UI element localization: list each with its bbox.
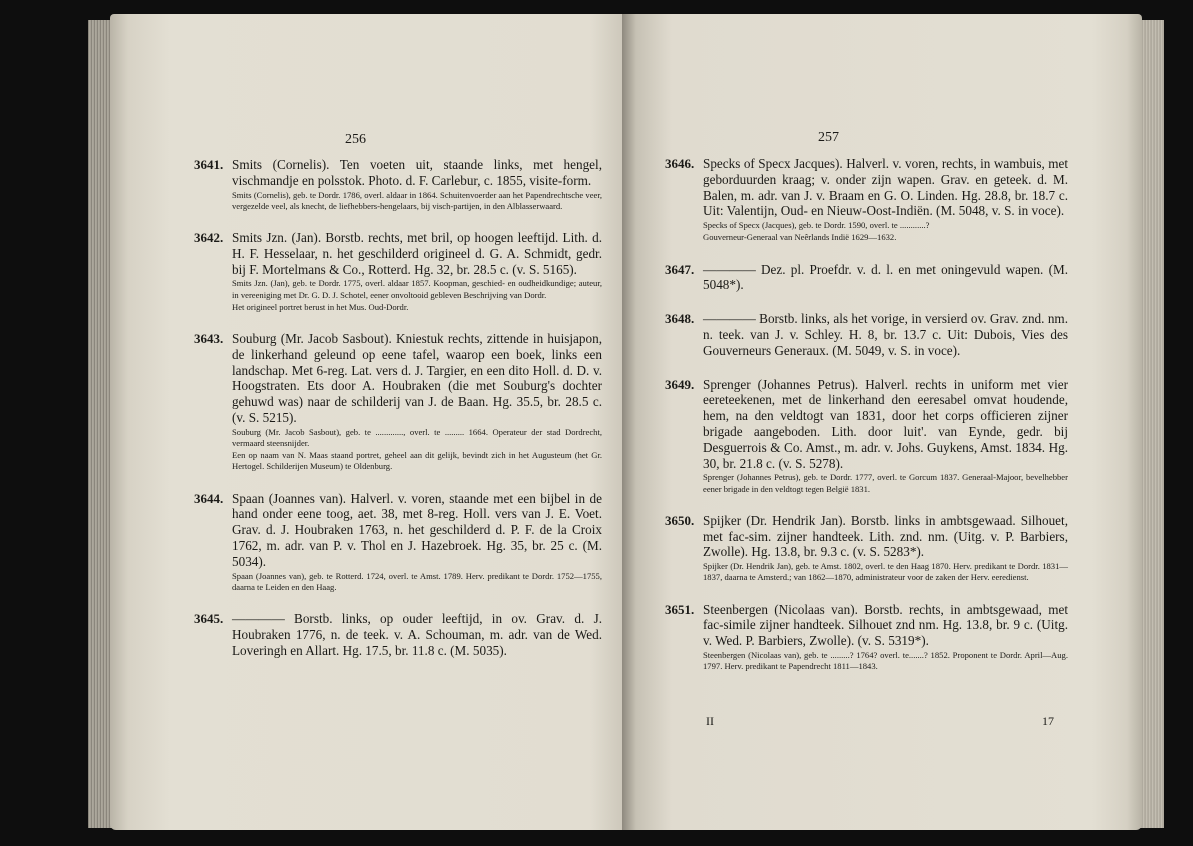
entry-text: Sprenger (Johannes Petrus). Halverl. rechts in uniform met vier eereteekenen, met de linkerhand den eeresabel omvat houdende, hem, na den veldtogt van 1831, door het corps officieren zijner brigade aangeboden. Lith. door luit'. van Eynde, gedr. bij Desguerrois & Co. Amst., m. adr. v. Johs. Guykens, Amst. 1834. Hg. 30, br. 21.8 c. (v. S. 5278). xyxy=(703,376,1068,471)
entry-text: Specks of Specx Jacques). Halverl. v. voren, rechts, in wambuis, met geborduurden kraag; v. onder zijn wapen. Grav. en geteek. d. M. Balen, m. adr. van J. v. Braam en G. O. Linden. Hg. 28.8, br. 18.7 c. Uit: Valentijn, Oud- en Nieuw-Oost-Indiën. (M. 5048, v. S. in voce). xyxy=(703,156,1068,219)
left-page xyxy=(110,14,640,830)
entry-number: 3644. xyxy=(194,490,224,506)
entry-note: Smits Jzn. (Jan), geb. te Dordr. 1775, overl. aldaar 1857. Koopman, geschied- en oudheidkundige; auteur, in vereeniging met Dr. G. D. J. Schotel, eener onvoltooid gebleven Beschrijving van Dordr. xyxy=(232,278,602,300)
entry-number: 3645. xyxy=(194,610,224,626)
entry-note: Sprenger (Johannes Petrus), geb. te Dordr. 1777, overl. te Gorcum 1837. Generaal-Majoor, bevelhebber eener brigade in den veldtogt tegen België 1831. xyxy=(703,472,1068,494)
entry-note: Smits (Cornelis), geb. te Dordr. 1786, overl. aldaar in 1864. Schuitenvoerder aan het Papendrechtsche veer, vergezelde veel, als knecht, de liefhebbers-hengelaars, bij visch-partijen, in den Alblasserwaard. xyxy=(232,189,602,211)
entry xyxy=(194,331,602,473)
entry-note: Het origineel portret berust in het Mus. Oud-Dordr. xyxy=(232,301,409,312)
entry-text: Spaan (Joannes van). Halverl. v. voren, staande met een bijbel in de hand onder eene toog, aet. 38, met 8-reg. Holl. vers van J. E. Voet. Grav. d. J. Houbraken 1763, n. het geschilderd d. P. F. de la Croix 1762, m. adr. van P. v. Thol en J. Hazebroek. Hg. 35, br. 25 c. (M. 5034). xyxy=(232,490,602,569)
entry-number: 3649. xyxy=(665,376,695,392)
entry-number: 3641. xyxy=(194,157,224,172)
entry-text: Smits (Cornelis). Ten voeten uit, staande links, met hengel, vischmandje en polsstok. Photo. d. F. Carlebur, c. 1855, visite-form. xyxy=(232,157,602,188)
entry-text: ———— Borstb. links, op ouder leeftijd, in ov. Grav. d. J. Houbraken 1776, n. de teek. v. A. Schouman, m. adr. van de Wed. Loveringh en Allart. Hg. 17.5, br. 11.8 c. (M. 5035). xyxy=(232,610,602,658)
entry xyxy=(194,230,602,313)
entry xyxy=(665,261,1068,294)
entry-number: 3648. xyxy=(665,311,695,327)
entry xyxy=(665,311,1068,358)
page-number: 257 xyxy=(818,130,839,145)
entry-text: Steenbergen (Nicolaas van). Borstb. rechts, in ambtsgewaad, met fac-simile zijner handteek. Silhouet znd nm. Hg. 13.8, br. 9 c. (Uitg. v. Wed. P. Barbiers, Zwolle). (v. S. 5319*). xyxy=(703,601,1068,649)
entry xyxy=(194,490,602,593)
entry xyxy=(665,601,1068,673)
entry-note: Specks of Specx (Jacques), geb. te Dordr. 1590, overl. te ............? xyxy=(703,220,930,231)
entry-text: ———— Borstb. links, als het vorige, in versierd ov. Grav. znd. nm. n. teek. van J. v. Schley. H. 8, br. 13.7 c. Uit: Dubois, Vies des Gouverneurs Generaux. (M. 5049, v. S. in voce). xyxy=(703,311,1068,358)
page-number: 256 xyxy=(345,132,366,147)
entry-number: 3642. xyxy=(194,230,224,245)
entry-note: Souburg (Mr. Jacob Sasbout), geb. te ............., overl. te ......... 1664. Operateur der stad Dordrecht, vermaard steensnijder. xyxy=(232,426,602,448)
entry xyxy=(665,376,1068,495)
entry-note: Spijker (Dr. Hendrik Jan), geb. te Amst. 1802, overl. te den Haag 1870. Herv. predikant te Dordr. 1831—1837, daarna te Amsterd.; van 1862—1870, administrateur voor de zaken der Herv. eeredienst. xyxy=(703,561,1068,583)
entry-text: ———— Dez. pl. Proefdr. v. d. l. en met oningevuld wapen. (M. 5048*). xyxy=(703,261,1068,293)
entry-number: 3651. xyxy=(665,601,695,617)
entry-number: 3650. xyxy=(665,512,695,528)
right-page xyxy=(622,14,1142,830)
entry-number: 3647. xyxy=(665,261,695,277)
entry-list xyxy=(194,157,602,676)
entry-note: Gouverneur-Generaal van Neêrlands Indië 1629—1632. xyxy=(703,232,897,243)
entry-text: Souburg (Mr. Jacob Sasbout). Kniestuk rechts, zittende in huisjapon, de linkerhand geleund op eene tafel, waarop een boek, links een landschap. Met 6-reg. Lat. vers d. J. Targier, en een dito Holl. d. D. v. Hoogstraten. Ets door A. Houbraken (die met Souburg's dochter gehuwd was) naar de schilderij van J. de Baan. Hg. 35.5, br. 28.5 c. (v. S. 5215). xyxy=(232,331,602,425)
entry xyxy=(665,512,1068,584)
entry-note: Spaan (Joannes van), geb. te Rotterd. 1724, overl. te Amst. 1789. Herv. predikant te Dordr. 1752—1755, daarna te Leiden en den Haag. xyxy=(232,570,602,592)
entry xyxy=(665,156,1068,244)
entry xyxy=(194,610,602,658)
entry xyxy=(194,157,602,212)
signature-mark: II xyxy=(706,714,714,728)
entry-list xyxy=(665,156,1068,690)
entry-text: Smits Jzn. (Jan). Borstb. rechts, met bril, op hoogen leeftijd. Lith. d. H. F. Hesselaar, n. het geschilderd origineel d. G. A. Schmidt, gedr. bij F. Mortelmans & Co., Rotterd. Hg. 32, br. 28.5 c. (v. S. 5165). xyxy=(232,230,602,277)
book-spread xyxy=(88,14,1163,840)
signature-mark: 17 xyxy=(1042,714,1054,728)
entry-note: Een op naam van N. Maas staand portret, geheel aan dit gelijk, bevindt zich in het Augusteum (het Gr. Hertogel. Schilderijen Museum) te Oldenburg. xyxy=(232,450,602,472)
entry-number: 3643. xyxy=(194,331,224,346)
entry-text: Spijker (Dr. Hendrik Jan). Borstb. links in ambtsgewaad. Silhouet, met fac-sim. zijner handteek. Lith. znd. nm. (Uitg. v. P. Barbiers, Zwolle). Hg. 13.8, br. 9.3 c. (v. S. 5283*). xyxy=(703,512,1068,560)
entry-number: 3646. xyxy=(665,156,695,171)
entry-note: Steenbergen (Nicolaas van), geb. te .........? 1764? overl. te.......? 1852. Proponent te Dordr. April—Aug. 1797. Herv. predikant te Papendrecht 1811—1843. xyxy=(703,649,1068,672)
